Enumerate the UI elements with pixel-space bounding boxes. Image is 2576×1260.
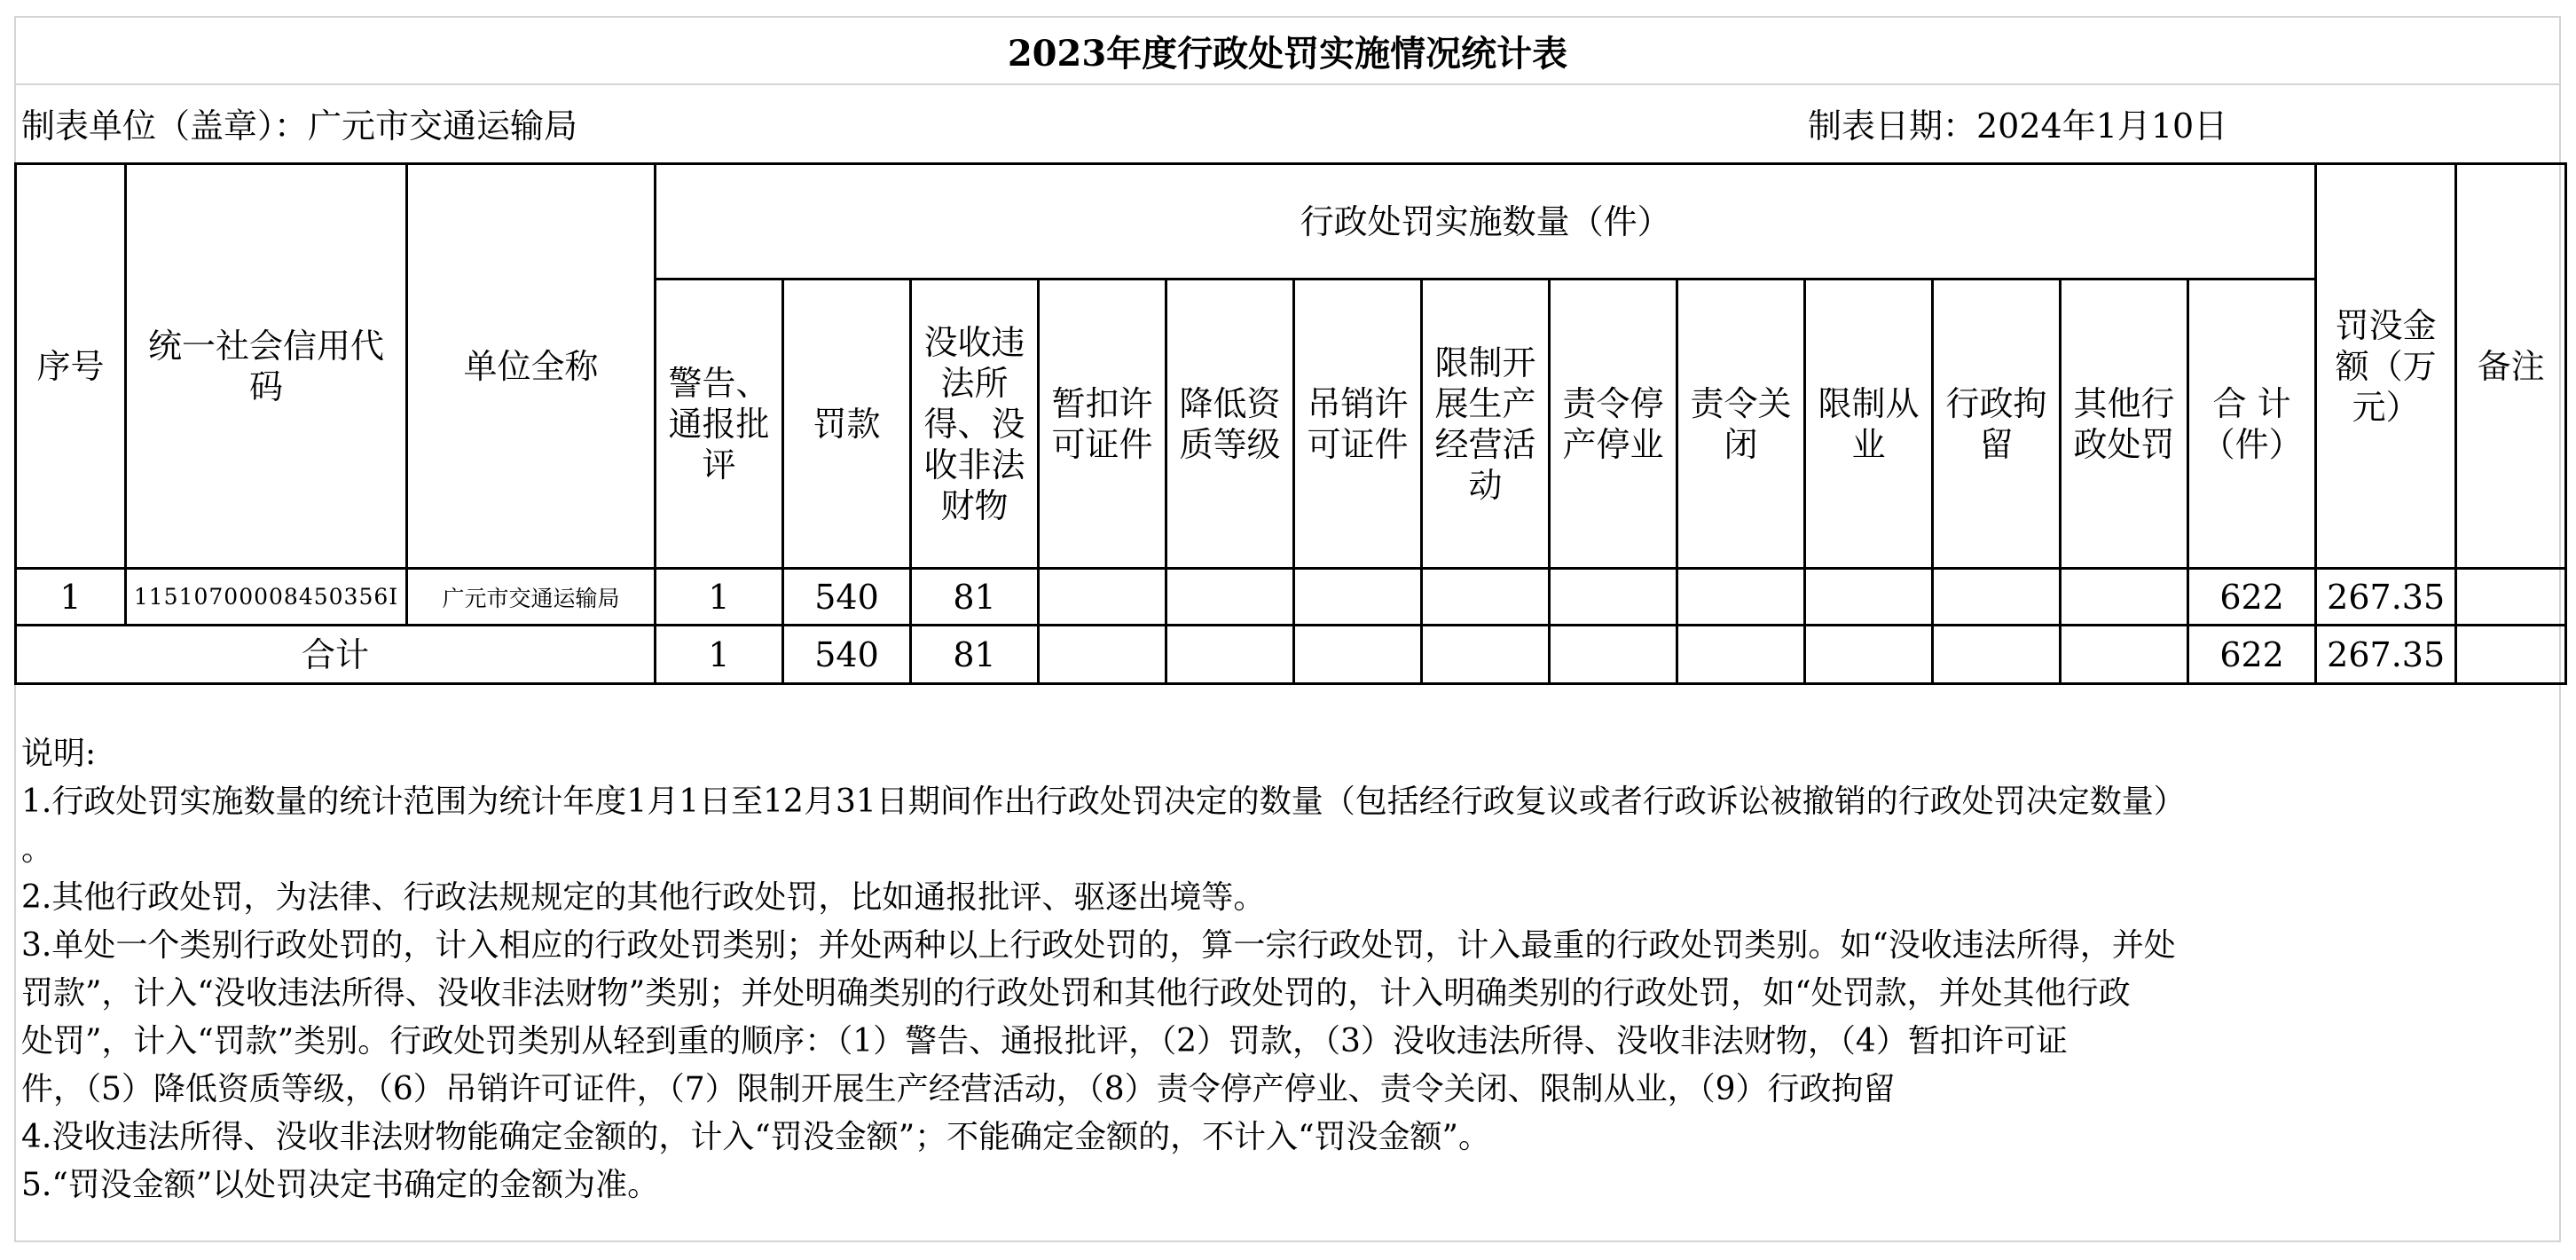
summary-confiscate: 81 bbox=[911, 626, 1039, 684]
statistics-table bbox=[14, 162, 2567, 685]
summary-empty-cell bbox=[1933, 626, 2061, 684]
header-confiscate: 没收违法所得、没收非法财物 bbox=[911, 280, 1039, 569]
header-amount: 罚没金额（万元） bbox=[2316, 164, 2456, 569]
cell-order-stop bbox=[1550, 569, 1677, 626]
cell-warning: 1 bbox=[656, 569, 783, 626]
notes-heading: 说明: bbox=[21, 736, 97, 772]
cell-order-close bbox=[1677, 569, 1805, 626]
summary-row bbox=[16, 626, 2566, 684]
summary-empty-cell bbox=[1294, 626, 1422, 684]
header-restrict-practice: 限制从业 bbox=[1805, 280, 1933, 569]
summary-empty-cell bbox=[1677, 626, 1805, 684]
cell-remarks bbox=[2456, 569, 2566, 626]
summary-fine: 540 bbox=[783, 626, 911, 684]
header-fine: 罚款 bbox=[783, 280, 911, 569]
summary-remarks bbox=[2456, 626, 2566, 684]
cell-other bbox=[2061, 569, 2188, 626]
header-detention: 行政拘留 bbox=[1933, 280, 2061, 569]
notes-section bbox=[21, 730, 2558, 1209]
note-line: 。 bbox=[21, 831, 54, 868]
header-restrict-production: 限制开展生产经营活动 bbox=[1422, 280, 1550, 569]
note-line: 处罚”，计入“罚款”类别。行政处罚类别从轻到重的顺序：（1）警告、通报批评，（2）罚款，（3）没收违法所得、没收非法财物，（4）暂扣许可证 bbox=[21, 1023, 2068, 1059]
cell-restrict-practice bbox=[1805, 569, 1933, 626]
note-line: 5.“罚没金额”以处罚决定书确定的金额为准。 bbox=[21, 1167, 660, 1203]
grid-line bbox=[14, 1240, 2561, 1242]
note-line: 4.没收违法所得、没收非法财物能确定金额的，计入“罚没金额”；不能确定金额的，不计入“罚没金额”。 bbox=[21, 1119, 1490, 1155]
header-credit-code: 统一社会信用代码 bbox=[126, 164, 407, 569]
cell-unit-name: 广元市交通运输局 bbox=[407, 569, 656, 626]
cell-total: 622 bbox=[2188, 569, 2316, 626]
header-seq: 序号 bbox=[16, 164, 126, 569]
header-warning: 警告、通报批评 bbox=[656, 280, 783, 569]
summary-empty-cell bbox=[2061, 626, 2188, 684]
grid-line bbox=[14, 83, 2561, 85]
cell-suspend-license bbox=[1039, 569, 1166, 626]
cell-downgrade bbox=[1166, 569, 1294, 626]
cell-confiscate: 81 bbox=[911, 569, 1039, 626]
prepared-date: 制表日期：2024年1月10日 bbox=[1808, 106, 2228, 146]
header-remarks: 备注 bbox=[2456, 164, 2566, 569]
summary-label: 合计 bbox=[16, 626, 656, 684]
header-suspend-license: 暂扣许可证件 bbox=[1039, 280, 1166, 569]
cell-detention bbox=[1933, 569, 2061, 626]
header-revoke-license: 吊销许可证件 bbox=[1294, 280, 1422, 569]
summary-empty-cell bbox=[1422, 626, 1550, 684]
summary-total: 622 bbox=[2188, 626, 2316, 684]
cell-fine: 540 bbox=[783, 569, 911, 626]
cell-revoke-license bbox=[1294, 569, 1422, 626]
cell-amount: 267.35 bbox=[2316, 569, 2456, 626]
page-title: 2023年度行政处罚实施情况统计表 bbox=[1007, 32, 1568, 75]
summary-empty-cell bbox=[1805, 626, 1933, 684]
note-line: 1.行政处罚实施数量的统计范围为统计年度1月1日至12月31日期间作出行政处罚决定的数量（包括经行政复议或者行政诉讼被撤销的行政处罚决定数量） bbox=[21, 784, 2186, 820]
note-line: 2.其他行政处罚，为法律、行政法规规定的其他行政处罚，比如通报批评、驱逐出境等。 bbox=[21, 879, 1266, 916]
summary-empty-cell bbox=[1039, 626, 1166, 684]
note-line: 3.单处一个类别行政处罚的，计入相应的行政处罚类别；并处两种以上行政处罚的，算一宗行政处罚，计入最重的行政处罚类别。如“没收违法所得，并处 bbox=[21, 927, 2176, 964]
table-row bbox=[16, 569, 2566, 626]
summary-empty-cell bbox=[1166, 626, 1294, 684]
header-order-close: 责令关闭 bbox=[1677, 280, 1805, 569]
header-unit-name: 单位全称 bbox=[407, 164, 656, 569]
header-total: 合 计（件） bbox=[2188, 280, 2316, 569]
prepared-by-unit: 制表单位（盖章）：广元市交通运输局 bbox=[21, 106, 578, 146]
summary-warning: 1 bbox=[656, 626, 783, 684]
cell-seq: 1 bbox=[16, 569, 126, 626]
header-order-stop: 责令停产停业 bbox=[1550, 280, 1677, 569]
summary-amount: 267.35 bbox=[2316, 626, 2456, 684]
note-line: 件，（5）降低资质等级，（6）吊销许可证件，（7）限制开展生产经营活动，（8）责令停产停业、责令关闭、限制从业，（9）行政拘留 bbox=[21, 1071, 1896, 1107]
header-penalty-count-group: 行政处罚实施数量（件） bbox=[656, 164, 2316, 280]
note-line: 罚款”，计入“没收违法所得、没收非法财物”类别；并处明确类别的行政处罚和其他行政处罚的，计入明确类别的行政处罚，如“处罚款，并处其他行政 bbox=[21, 975, 2131, 1012]
summary-empty-cell bbox=[1550, 626, 1677, 684]
header-other: 其他行政处罚 bbox=[2061, 280, 2188, 569]
cell-restrict-production bbox=[1422, 569, 1550, 626]
header-downgrade: 降低资质等级 bbox=[1166, 280, 1294, 569]
cell-credit-code: 11510700008450356I bbox=[126, 569, 407, 626]
